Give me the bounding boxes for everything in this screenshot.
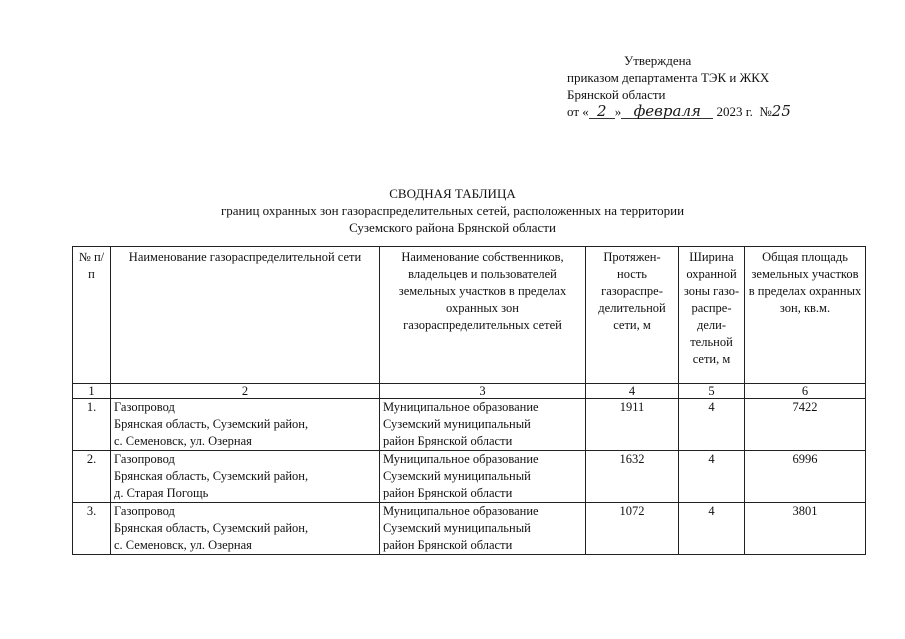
area-cell: 3801 (745, 503, 866, 555)
column-number: 6 (745, 384, 866, 399)
row-number: 3. (73, 503, 111, 555)
network-name-cell (111, 451, 380, 503)
owner-line: Муниципальное образование (383, 452, 539, 466)
date-prefix: от « (567, 104, 589, 119)
approval-date-line (567, 103, 804, 120)
handwritten-month: февраля (621, 104, 713, 119)
header-length: Протяжен-ность газораспре-делительной сети, м (586, 247, 679, 384)
length-cell: 1072 (586, 503, 679, 555)
header-network-name: Наименование газораспределительной сети (111, 247, 380, 384)
approval-title: Утверждена (624, 53, 692, 68)
number-sign: № (759, 104, 772, 119)
table-row (73, 399, 866, 451)
column-number: 1 (73, 384, 111, 399)
owner-cell (380, 451, 586, 503)
document-title (0, 185, 905, 236)
title-subtitle: границ охранных зон газораспределительных сетей, расположенных на территории (220, 203, 685, 218)
zone-width-cell: 4 (679, 503, 745, 555)
table-row (73, 503, 866, 555)
handwritten-number: 25 (771, 102, 791, 120)
approval-region-line: Брянской области (567, 87, 666, 102)
row-number: 2. (73, 451, 111, 503)
row-number: 1. (73, 399, 111, 451)
owner-line: Муниципальное образование (383, 400, 539, 414)
network-name-cell (111, 399, 380, 451)
approval-block (567, 52, 804, 120)
network-address: Брянская область, Суземский район, (114, 417, 309, 431)
network-name-cell (111, 503, 380, 555)
length-cell: 1632 (586, 451, 679, 503)
header-number: № п/п (73, 247, 111, 384)
column-number: 5 (679, 384, 745, 399)
table-row (73, 451, 866, 503)
owner-line: район Брянской области (383, 434, 513, 448)
zone-width-cell: 4 (679, 451, 745, 503)
network-address: Брянская область, Суземский район, (114, 469, 309, 483)
column-number: 4 (586, 384, 679, 399)
owner-line: Муниципальное образование (383, 504, 539, 518)
date-year: 2023 г. (716, 104, 753, 119)
owner-line: Суземский муниципальный (383, 417, 531, 431)
header-owners: Наименование собственников, владельцев и пользователей земельных участков в пределах охранных зон газораспределительных сетей (380, 247, 586, 384)
column-numbers-row (73, 384, 866, 399)
header-zone-width: Ширина охранной зоны газо-распре-дели-тельной сети, м (679, 247, 745, 384)
title-region: Суземского района Брянской области (349, 220, 556, 235)
column-number: 3 (380, 384, 586, 399)
title-main: СВОДНАЯ ТАБЛИЦА (389, 186, 516, 201)
network-locality: с. Семеновск, ул. Озерная (114, 538, 252, 552)
length-cell: 1911 (586, 399, 679, 451)
area-cell: 6996 (745, 451, 866, 503)
network-locality: с. Семеновск, ул. Озерная (114, 434, 252, 448)
owner-line: Суземский муниципальный (383, 521, 531, 535)
network-locality: д. Старая Погощь (114, 486, 209, 500)
owner-cell (380, 503, 586, 555)
owner-cell (380, 399, 586, 451)
area-cell: 7422 (745, 399, 866, 451)
network-type: Газопровод (114, 400, 175, 414)
network-type: Газопровод (114, 504, 175, 518)
header-total-area: Общая площадь земельных участков в пределах охранных зон, кв.м. (745, 247, 866, 384)
table-header-row (73, 247, 866, 384)
date-mid: » (614, 104, 622, 119)
approval-order-line: приказом департамента ТЭК и ЖКХ (567, 70, 770, 85)
handwritten-day: 2 (589, 104, 615, 119)
network-address: Брянская область, Суземский район, (114, 521, 309, 535)
column-number: 2 (111, 384, 380, 399)
zone-width-cell: 4 (679, 399, 745, 451)
summary-table (72, 246, 866, 555)
owner-line: район Брянской области (383, 538, 513, 552)
owner-line: район Брянской области (383, 486, 513, 500)
network-type: Газопровод (114, 452, 175, 466)
owner-line: Суземский муниципальный (383, 469, 531, 483)
